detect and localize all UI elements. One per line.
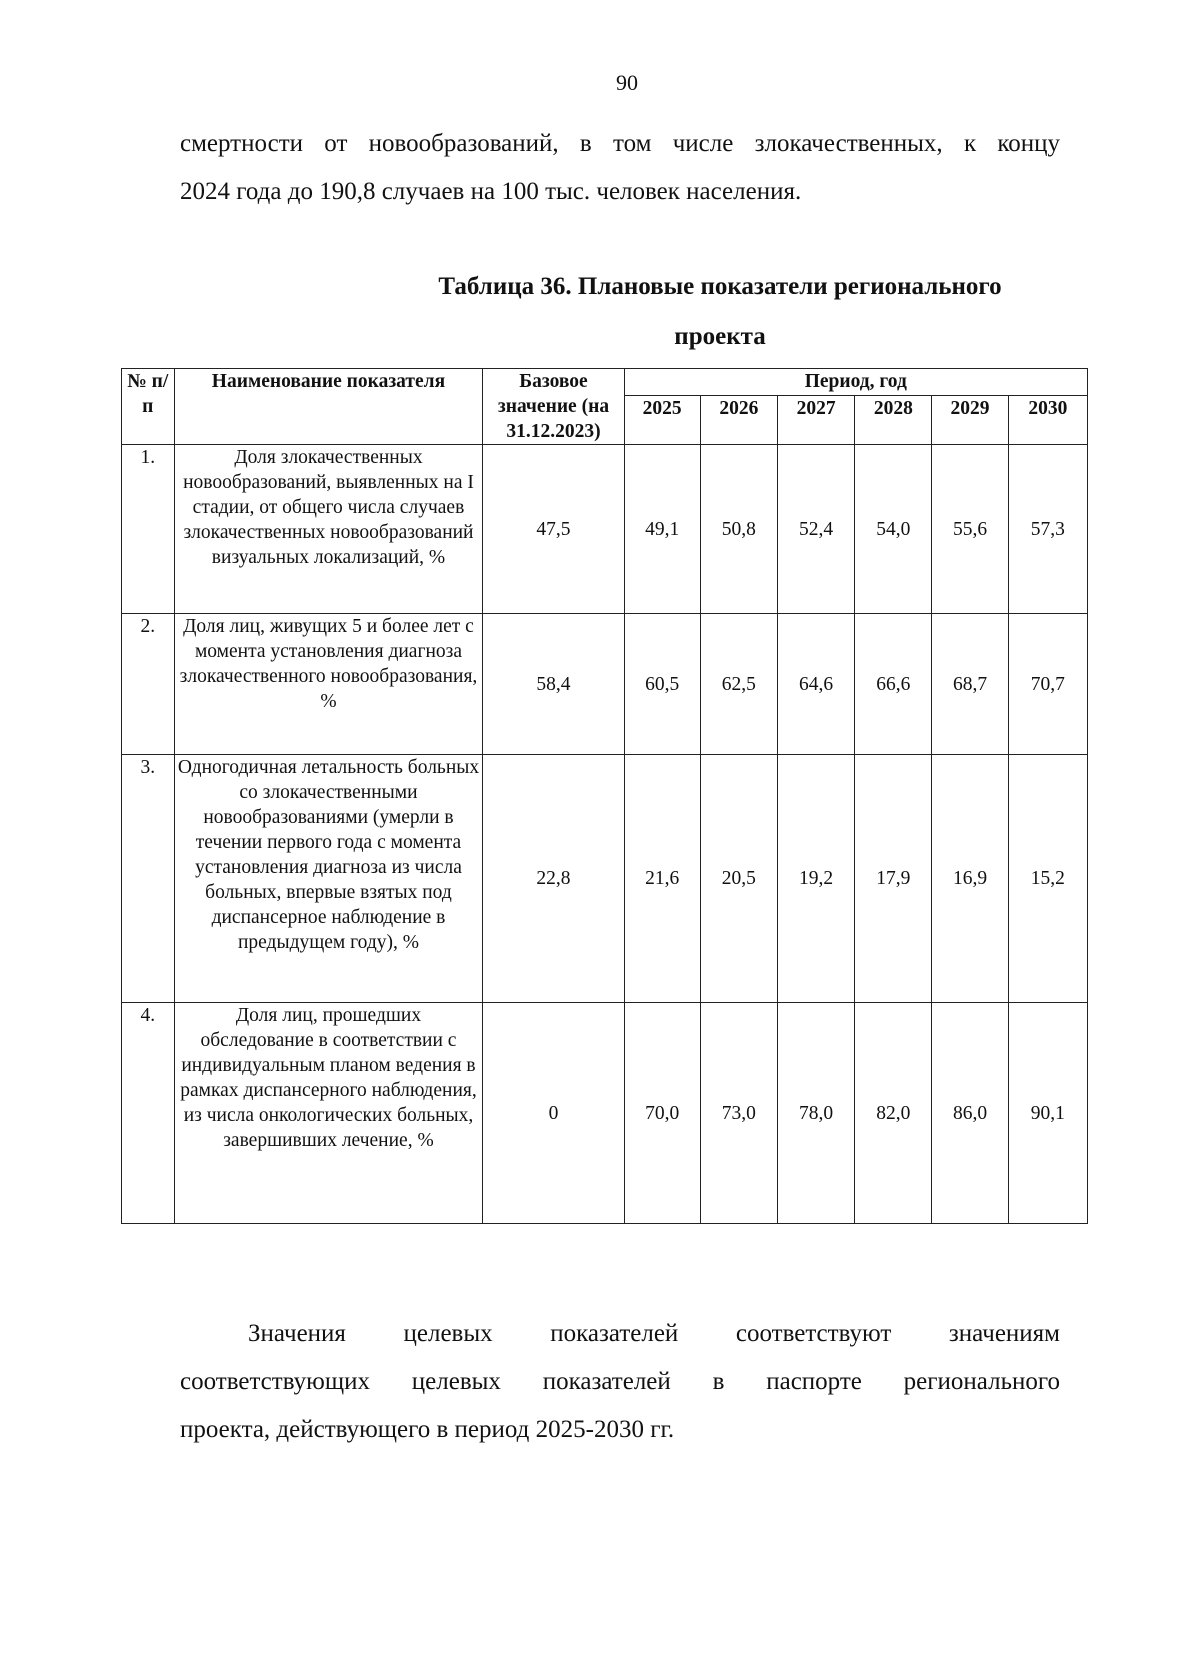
header-row-number: № п/п: [122, 369, 175, 445]
row-number: 2.: [122, 614, 175, 755]
value-2030: 70,7: [1008, 614, 1087, 755]
value-2030: 90,1: [1008, 1003, 1087, 1224]
row-number: 1.: [122, 445, 175, 614]
header-year-2025: 2025: [624, 396, 700, 445]
table-row: [122, 614, 1088, 755]
header-year-2029: 2029: [932, 396, 1008, 445]
header-year-2028: 2028: [855, 396, 932, 445]
outro-paragraph: [180, 1310, 1060, 1454]
intro-line: смертности от новообразований, в том числе злокачественных, к концу: [180, 130, 1060, 157]
intro-paragraph: [180, 120, 1060, 216]
indicators-table: [121, 368, 1088, 1224]
base-value: 58,4: [483, 614, 624, 755]
value-2029: 68,7: [932, 614, 1008, 755]
value-2027: 52,4: [777, 445, 854, 614]
value-2027: 64,6: [777, 614, 854, 755]
base-value: 22,8: [483, 755, 624, 1003]
value-2028: 17,9: [855, 755, 932, 1003]
base-value: 47,5: [483, 445, 624, 614]
value-2026: 62,5: [700, 614, 777, 755]
table-row: [122, 445, 1088, 614]
header-indicator-name: Наименование показателя: [174, 369, 483, 445]
header-period: Период, год: [624, 369, 1087, 396]
table-row: [122, 755, 1088, 1003]
row-number: 4.: [122, 1003, 175, 1224]
table-title-line: проекта: [674, 323, 766, 350]
intro-line: 2024 года до 190,8 случаев на 100 тыс. человек населения.: [180, 178, 802, 205]
outro-line: Значения целевых показателей соответствуют значениям: [248, 1320, 1060, 1347]
indicator-name: Доля лиц, прошедших обследование в соответствии с индивидуальным планом ведения в рамках диспансерного наблюдения, из числа онкологических больных, завершивших лечение, %: [174, 1003, 483, 1224]
value-2025: 70,0: [624, 1003, 700, 1224]
value-2025: 21,6: [624, 755, 700, 1003]
value-2028: 82,0: [855, 1003, 932, 1224]
value-2028: 54,0: [855, 445, 932, 614]
base-value: 0: [483, 1003, 624, 1224]
table-title: [380, 262, 1060, 362]
value-2029: 16,9: [932, 755, 1008, 1003]
value-2027: 78,0: [777, 1003, 854, 1224]
value-2025: 49,1: [624, 445, 700, 614]
indicator-name: Доля злокачественных новообразований, выявленных на I стадии, от общего числа случаев злокачественных новообразований визуальных локализаций, %: [174, 445, 483, 614]
value-2025: 60,5: [624, 614, 700, 755]
outro-line: проекта, действующего в период 2025-2030 гг.: [180, 1416, 675, 1443]
outro-line: соответствующих целевых показателей в паспорте регионального: [180, 1368, 1060, 1395]
value-2030: 15,2: [1008, 755, 1087, 1003]
value-2028: 66,6: [855, 614, 932, 755]
value-2026: 50,8: [700, 445, 777, 614]
value-2026: 20,5: [700, 755, 777, 1003]
page-number: 90: [616, 70, 638, 95]
header-year-2026: 2026: [700, 396, 777, 445]
header-year-2030: 2030: [1008, 396, 1087, 445]
indicator-name: Одногодичная летальность больных со злокачественными новообразованиями (умерли в течении первого года с момента установления диагноза из числа больных, впервые взятых под диспансерное наблюдение в предыдущем году), %: [174, 755, 483, 1003]
value-2026: 73,0: [700, 1003, 777, 1224]
row-number: 3.: [122, 755, 175, 1003]
indicator-name: Доля лиц, живущих 5 и более лет с момента установления диагноза злокачественного новообразования, %: [174, 614, 483, 755]
value-2027: 19,2: [777, 755, 854, 1003]
header-base-value: Базовое значение (на 31.12.2023): [483, 369, 624, 445]
header-year-2027: 2027: [777, 396, 854, 445]
value-2029: 55,6: [932, 445, 1008, 614]
table-title-line: Таблица 36. Плановые показатели регионального: [438, 273, 1002, 300]
value-2030: 57,3: [1008, 445, 1087, 614]
value-2029: 86,0: [932, 1003, 1008, 1224]
table-row: [122, 1003, 1088, 1224]
